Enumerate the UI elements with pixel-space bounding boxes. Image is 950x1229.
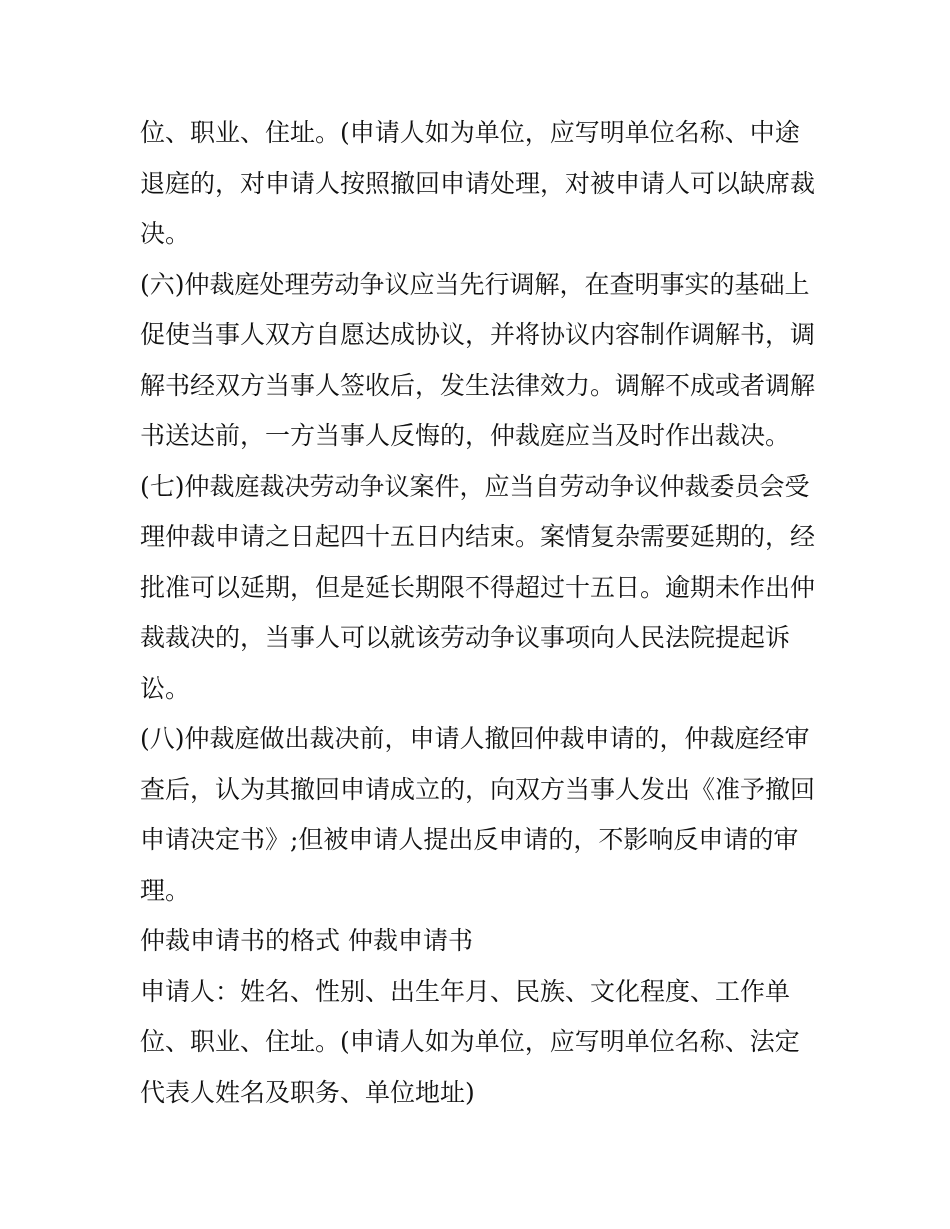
text-line: 退庭的，对申请人按照撤回申请处理，对被申请人可以缺席裁 xyxy=(140,168,816,198)
text-line: 理。 xyxy=(140,875,191,905)
document-body xyxy=(140,108,820,1118)
text-line: 位、职业、住址。(申请人如为单位，应写明单位名称、法定 xyxy=(140,1027,800,1056)
text-line: 查后，认为其撤回申请成立的，向双方当事人发出《准予撤回 xyxy=(140,774,816,804)
text-line: 讼。 xyxy=(140,673,191,703)
text-line: 位、职业、住址。(申请人如为单位，应写明单位名称、中途 xyxy=(140,118,800,147)
text-line: 裁裁决的，当事人可以就该劳动争议事项向人民法院提起诉 xyxy=(140,623,791,652)
text-line: (六)仲裁庭处理劳动争议应当先行调解，在查明事实的基础上 xyxy=(140,269,810,299)
text-line: 理仲裁申请之日起四十五日内结束。案情复杂需要延期的，经 xyxy=(140,522,816,551)
text-line: (八)仲裁庭做出裁决前，申请人撤回仲裁申请的，仲裁庭经审 xyxy=(140,724,810,753)
text-line: (七)仲裁庭裁决劳动争议案件，应当自劳动争议仲裁委员会受 xyxy=(140,471,810,501)
text-line: 促使当事人双方自愿达成协议，并将协议内容制作调解书，调 xyxy=(140,320,816,349)
text-line: 书送达前，一方当事人反悔的，仲裁庭应当及时作出裁决。 xyxy=(140,421,791,450)
text-line: 决。 xyxy=(140,219,191,248)
section-heading: 仲裁申请书的格式 仲裁申请书 xyxy=(140,926,473,955)
text-line: 申请决定书》;但被申请人提出反申请的，不影响反申请的审 xyxy=(140,825,799,854)
text-line: 代表人姓名及职务、单位地址) xyxy=(140,1077,475,1107)
text-line: 解书经双方当事人签收后，发生法律效力。调解不成或者调解 xyxy=(140,370,816,400)
text-line: 批准可以延期，但是延长期限不得超过十五日。逾期未作出仲 xyxy=(140,572,816,602)
text-line: 申请人：姓名、性别、出生年月、民族、文化程度、工作单 xyxy=(140,976,791,1006)
